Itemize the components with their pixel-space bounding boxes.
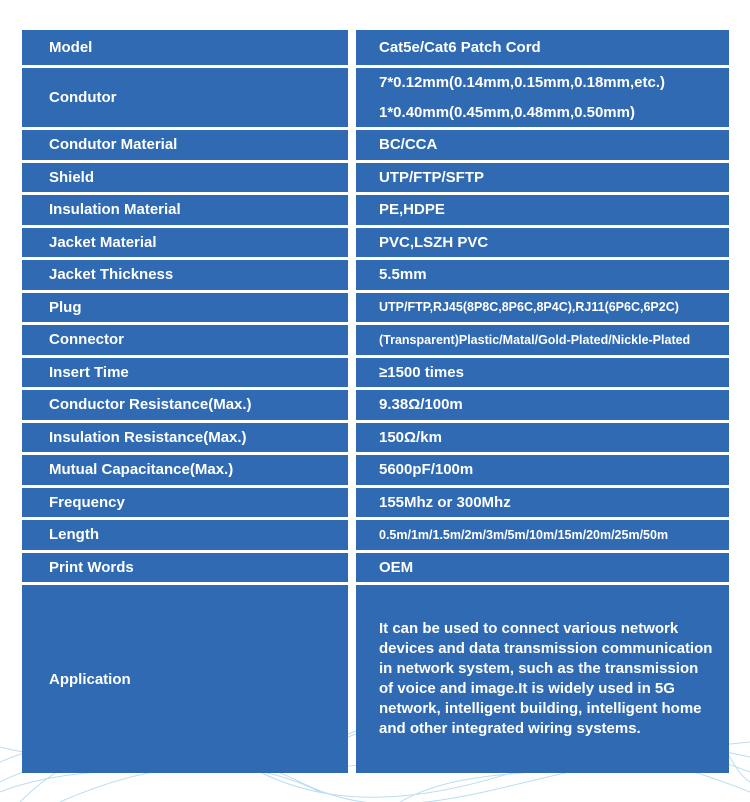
row-value: 155Mhz or 300Mhz <box>356 488 729 518</box>
row-label: Jacket Material <box>22 228 348 258</box>
table-row <box>22 455 729 485</box>
row-label: Condutor <box>22 68 348 127</box>
row-value: 5.5mm <box>356 260 729 290</box>
table-row <box>22 30 729 65</box>
row-value-line: 7*0.12mm(0.14mm,0.15mm,0.18mm,etc.) <box>379 73 665 91</box>
table-row <box>22 130 729 160</box>
row-label: Insert Time <box>22 358 348 388</box>
row-value: UTP/FTP,RJ45(8P8C,8P6C,8P4C),RJ11(6P6C,6P2C) <box>356 293 729 323</box>
table-row <box>22 325 729 355</box>
row-value <box>356 585 729 773</box>
table-row <box>22 585 729 773</box>
table-row <box>22 520 729 550</box>
row-value: 150Ω/km <box>356 423 729 453</box>
row-label: Conductor Resistance(Max.) <box>22 390 348 420</box>
row-label: Application <box>22 585 348 773</box>
row-value: OEM <box>356 553 729 583</box>
table-row <box>22 390 729 420</box>
spec-table <box>22 30 729 776</box>
row-label: Length <box>22 520 348 550</box>
row-label: Plug <box>22 293 348 323</box>
row-label: Frequency <box>22 488 348 518</box>
row-label: Insulation Resistance(Max.) <box>22 423 348 453</box>
row-value: 0.5m/1m/1.5m/2m/3m/5m/10m/15m/20m/25m/50m <box>356 520 729 550</box>
row-label: Condutor Material <box>22 130 348 160</box>
row-value: ≥1500 times <box>356 358 729 388</box>
row-value: PE,HDPE <box>356 195 729 225</box>
row-label: Print Words <box>22 553 348 583</box>
row-label: Mutual Capacitance(Max.) <box>22 455 348 485</box>
table-row <box>22 358 729 388</box>
table-row <box>22 195 729 225</box>
table-row <box>22 68 729 127</box>
row-label: Jacket Thickness <box>22 260 348 290</box>
table-row <box>22 260 729 290</box>
application-text: It can be used to connect various network devices and data transmission communication in network system, such as the transmission of voice and image.It is widely used in 5G network, intelligent building, intelligent home and other integrated wiring systems. <box>379 620 713 737</box>
row-value-line: 1*0.40mm(0.45mm,0.48mm,0.50mm) <box>379 103 635 121</box>
table-row <box>22 488 729 518</box>
row-label: Shield <box>22 163 348 193</box>
row-value: BC/CCA <box>356 130 729 160</box>
row-value: (Transparent)Plastic/Matal/Gold-Plated/Nickle-Plated <box>356 325 729 355</box>
row-value: PVC,LSZH PVC <box>356 228 729 258</box>
table-row <box>22 228 729 258</box>
table-row <box>22 423 729 453</box>
row-value: UTP/FTP/SFTP <box>356 163 729 193</box>
row-value: 9.38Ω/100m <box>356 390 729 420</box>
row-value <box>356 68 729 127</box>
row-label: Connector <box>22 325 348 355</box>
table-row <box>22 293 729 323</box>
row-value: Cat5e/Cat6 Patch Cord <box>356 30 729 65</box>
row-label: Insulation Material <box>22 195 348 225</box>
table-row <box>22 553 729 583</box>
row-label: Model <box>22 30 348 65</box>
table-row <box>22 163 729 193</box>
row-value: 5600pF/100m <box>356 455 729 485</box>
